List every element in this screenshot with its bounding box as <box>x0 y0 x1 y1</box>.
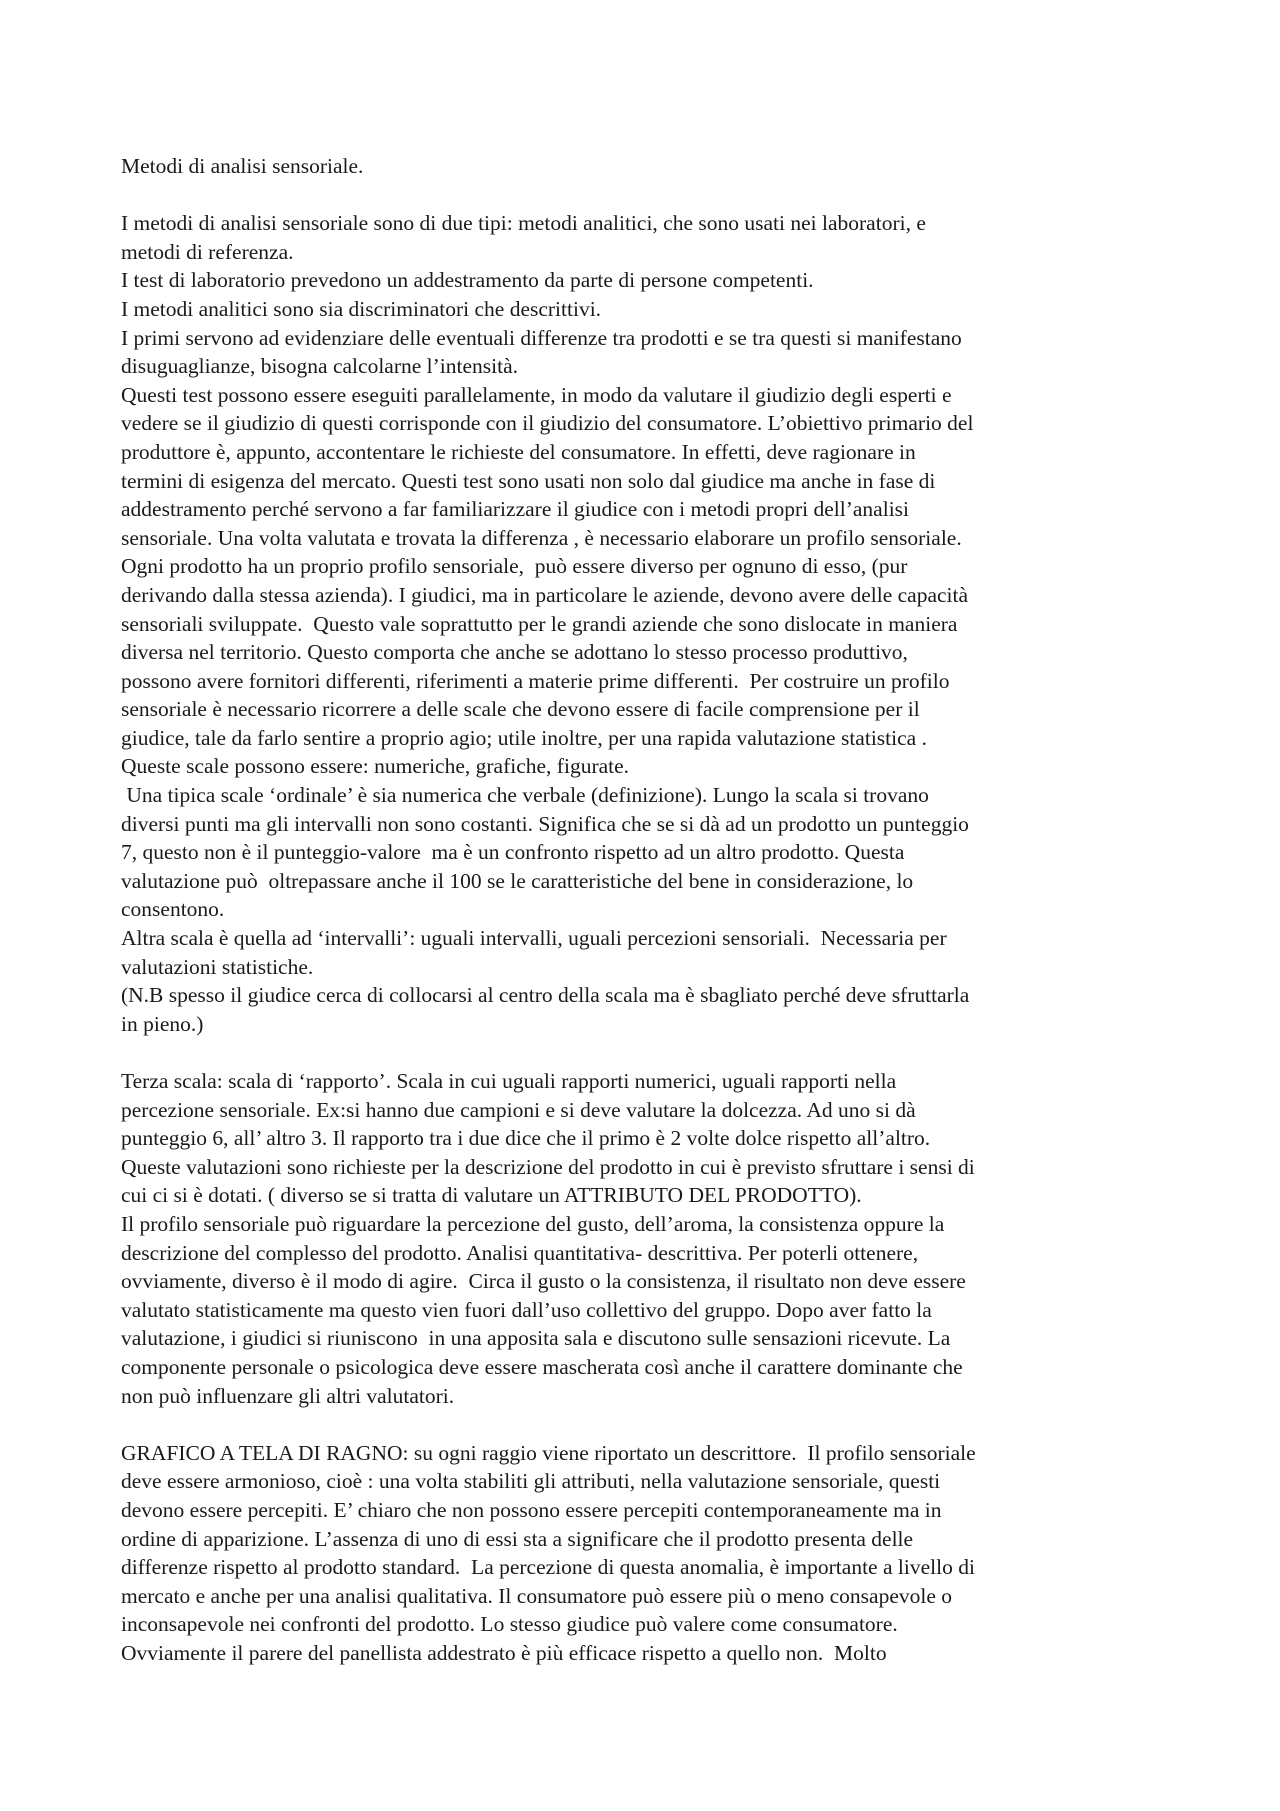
text-line: Terza scala: scala di ‘rapporto’. Scala in cui uguali rapporti numerici, uguali rapporti nella <box>121 1069 897 1093</box>
text-line: Il profilo sensoriale può riguardare la percezione del gusto, dell’aroma, la consistenza oppure la <box>121 1211 945 1236</box>
text-line: in pieno.) <box>121 1011 204 1036</box>
text-line: produttore è, appunto, accontentare le richieste del consumatore. In effetti, deve ragionare in <box>121 439 916 464</box>
text-line: Altra scala è quella ad ‘intervalli’: uguali intervalli, uguali percezioni sensoriali. Necessaria per <box>121 926 947 951</box>
text-line: valutazione può oltrepassare anche il 100 se le caratteristiche del bene in considerazione, lo <box>121 868 914 893</box>
text-line: diversa nel territorio. Questo comporta che anche se adottano lo stesso processo produttivo, <box>121 640 908 665</box>
paragraph-2 <box>121 1067 1161 1410</box>
text-line: Queste valutazioni sono richieste per la descrizione del prodotto in cui è previsto sfruttare i sensi di <box>121 1154 975 1179</box>
text-line: (N.B spesso il giudice cerca di collocarsi al centro della scala ma è sbagliato perché deve sfruttarla <box>121 983 970 1008</box>
paragraph-1 <box>121 209 1161 1038</box>
text-line: Queste scale possono essere: numeriche, grafiche, figurate. <box>121 754 630 779</box>
text-line: descrizione del complesso del prodotto. Analisi quantitativa- descrittiva. Per poterli ottenere, <box>121 1240 919 1265</box>
text-line: sensoriale è necessario ricorrere a delle scale che devono essere di facile comprensione per il <box>121 697 920 722</box>
text-line: I metodi analitici sono sia discriminatori che descrittivi. <box>121 296 602 321</box>
text-line: 7, questo non è il punteggio-valore ma è un confronto rispetto ad un altro prodotto. Questa <box>121 840 905 865</box>
text-line: valutato statisticamente ma questo vien fuori dall’uso collettivo del gruppo. Dopo aver fatto la <box>121 1297 932 1322</box>
text-line: valutazioni statistiche. <box>121 954 314 979</box>
text-line: Questi test possono essere eseguiti parallelamente, in modo da valutare il giudizio degli esperti e <box>121 382 952 407</box>
text-line: disuguaglianze, bisogna calcolarne l’intensità. <box>121 354 519 379</box>
text-line: non può influenzare gli altri valutatori. <box>121 1383 455 1408</box>
text-line: deve essere armonioso, cioè : una volta stabiliti gli attributi, nella valutazione sensoriale, questi <box>121 1469 941 1494</box>
text-line: valutazione, i giudici si riuniscono in una apposita sala e discutono sulle sensazioni ricevute. La <box>121 1326 951 1351</box>
text-line: inconsapevole nei confronti del prodotto. Lo stesso giudice può valere come consumatore. <box>121 1612 898 1637</box>
text-line: diversi punti ma gli intervalli non sono costanti. Significa che se si dà ad un prodotto un punteggio <box>121 811 969 836</box>
text-line: addestramento perché servono a far familiarizzare il giudice con i metodi propri dell’analisi <box>121 497 910 522</box>
text-line: consentono. <box>121 897 225 922</box>
text-line: componente personale o psicologica deve essere mascherata così anche il carattere dominante che <box>121 1354 963 1379</box>
text-line: I primi servono ad evidenziare delle eventuali differenze tra prodotti e se tra questi si manifestano <box>121 325 962 350</box>
document-title: Metodi di analisi sensoriale. <box>121 154 364 178</box>
text-line: ovviamente, diverso è il modo di agire. Circa il gusto o la consistenza, il risultato non deve essere <box>121 1269 966 1294</box>
text-line: percezione sensoriale. Ex:si hanno due campioni e si deve valutare la dolcezza. Ad uno si dà <box>121 1097 916 1122</box>
document-body <box>121 152 1161 1667</box>
text-line: possono avere fornitori differenti, riferimenti a materie prime differenti. Per costruire un profilo <box>121 668 950 693</box>
blank-line <box>121 181 1161 210</box>
paragraph-3 <box>121 1439 1161 1668</box>
text-line: I test di laboratorio prevedono un addestramento da parte di persone competenti. <box>121 268 814 293</box>
blank-line <box>121 1038 1161 1067</box>
text-line: I metodi di analisi sensoriale sono di due tipi: metodi analitici, che sono usati nei laboratori, e <box>121 211 926 236</box>
text-line: Una tipica scale ‘ordinale’ è sia numerica che verbale (definizione). Lungo la scala si trovano <box>121 783 929 808</box>
text-line: vedere se il giudizio di questi corrisponde con il giudizio del consumatore. L’obiettivo primario del <box>121 411 974 436</box>
blank-line <box>121 1410 1161 1439</box>
text-line: derivando dalla stessa azienda). I giudici, ma in particolare le aziende, devono avere delle capacità <box>121 582 969 607</box>
text-line: sensoriale. Una volta valutata e trovata la differenza , è necessario elaborare un profilo sensoriale. <box>121 525 962 550</box>
text-line: devono essere percepiti. E’ chiaro che non possono essere percepiti contemporaneamente ma in <box>121 1497 942 1522</box>
text-line: giudice, tale da farlo sentire a proprio agio; utile inoltre, per una rapida valutazione statistica . <box>121 725 927 750</box>
text-line: Ogni prodotto ha un proprio profilo sensoriale, può essere diverso per ognuno di esso, (pur <box>121 554 908 579</box>
text-line: Ovviamente il parere del panellista addestrato è più efficace rispetto a quello non. Molto <box>121 1640 887 1665</box>
text-line: termini di esigenza del mercato. Questi test sono usati non solo dal giudice ma anche in fase di <box>121 468 936 493</box>
text-line: sensoriali sviluppate. Questo vale soprattutto per le grandi aziende che sono dislocate in maniera <box>121 611 958 636</box>
text-line: metodi di referenza. <box>121 239 294 264</box>
text-line: ordine di apparizione. L’assenza di uno di essi sta a significare che il prodotto presenta delle <box>121 1526 914 1551</box>
text-line: mercato e anche per una analisi qualitativa. Il consumatore può essere più o meno consapevole o <box>121 1583 953 1608</box>
text-line: GRAFICO A TELA DI RAGNO: su ogni raggio viene riportato un descrittore. Il profilo sensoriale <box>121 1440 976 1465</box>
text-line: punteggio 6, all’ altro 3. Il rapporto tra i due dice che il primo è 2 volte dolce rispetto all’altro. <box>121 1126 931 1151</box>
text-line: cui ci si è dotati. ( diverso se si tratta di valutare un ATTRIBUTO DEL PRODOTTO). <box>121 1183 862 1208</box>
text-line: differenze rispetto al prodotto standard. La percezione di questa anomalia, è importante a livello di <box>121 1555 975 1580</box>
